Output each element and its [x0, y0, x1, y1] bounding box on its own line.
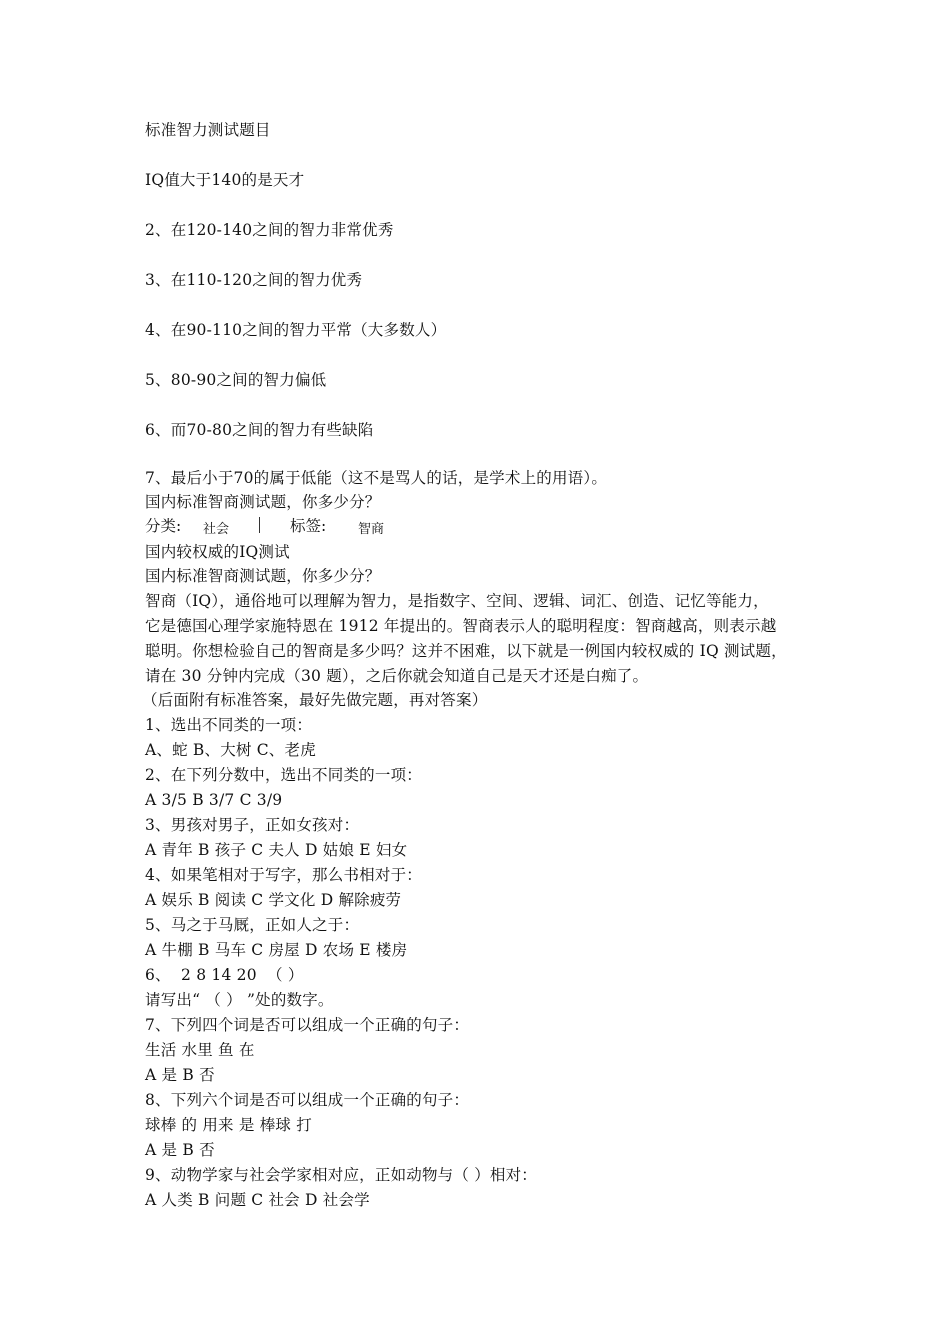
doc-title: 标准智力测试题目 — [145, 121, 271, 139]
divider — [259, 517, 260, 533]
answer-options: A、蛇 B、大树 C、老虎 — [145, 741, 316, 759]
question-line: 2、在下列分数中，选出不同类的一项： — [145, 766, 422, 784]
grade-line: IQ值大于140的是天才 — [145, 171, 305, 189]
question-line: 6、 2 8 14 20 （ ） — [145, 966, 304, 984]
question-line: 3、男孩对男子，正如女孩对： — [145, 816, 360, 834]
intro-line: 它是德国心理学家施特恩在 1912 年提出的。智商表示人的聪明程度：智商越高，则表示越 — [145, 617, 777, 635]
intro-line: 聪明。你想检验自己的智商是多少吗？这并不困难，以下就是一例国内较权威的 IQ 测试题， — [145, 642, 787, 660]
category-value[interactable]: 社会 — [203, 522, 230, 537]
grade-line: 3、在110-120之间的智力优秀 — [145, 271, 363, 289]
question-line: 4、如果笔相对于写字，那么书相对于： — [145, 866, 422, 884]
question-line: 1、选出不同类的一项： — [145, 716, 313, 734]
question-line: 5、马之于马厩，正如人之于： — [145, 916, 360, 934]
grade-line: 2、在120-140之间的智力非常优秀 — [145, 221, 394, 239]
answer-options: A 牛棚 B 马车 C 房屋 D 农场 E 楼房 — [145, 941, 408, 959]
question-line: 9、动物学家与社会学家相对应，正如动物与（ ）相对： — [145, 1166, 537, 1184]
answer-options: 球棒 的 用来 是 棒球 打 — [145, 1116, 312, 1134]
question-line: 7、下列四个词是否可以组成一个正确的句子： — [145, 1016, 470, 1034]
answer-options: A 人类 B 问题 C 社会 D 社会学 — [145, 1191, 370, 1209]
grade-line: 6、而70-80之间的智力有些缺陷 — [145, 421, 374, 439]
question-line: 8、下列六个词是否可以组成一个正确的句子： — [145, 1091, 470, 1109]
category-label: 分类: — [145, 517, 182, 535]
answer-options: A 娱乐 B 阅读 C 学文化 D 解除疲劳 — [145, 891, 402, 909]
grade-line: 7、最后小于70的属于低能（这不是骂人的话，是学术上的用语）。 — [145, 469, 608, 487]
grade-line: 5、80-90之间的智力偏低 — [145, 371, 327, 389]
answer-options: A 3/5 B 3/7 C 3/9 — [145, 791, 283, 809]
tag-label: 标签: — [290, 517, 327, 535]
answer-options: A 青年 B 孩子 C 夫人 D 姑娘 E 妇女 — [145, 841, 408, 859]
answer-options: 生活 水里 鱼 在 — [145, 1041, 255, 1059]
answer-options: A 是 B 否 — [145, 1141, 215, 1159]
intro-line: 智商（IQ），通俗地可以理解为智力，是指数字、空间、逻辑、词汇、创造、记忆等能力， — [145, 592, 769, 610]
tag-value[interactable]: 智商 — [358, 522, 385, 537]
intro-note: （后面附有标准答案，最好先做完题，再对答案） — [142, 691, 488, 709]
subtitle-2: 国内标准智商测试题，你多少分？ — [145, 567, 381, 585]
question-line: 请写出“ （ ） ”处的数字。 — [145, 991, 334, 1009]
intro-line: 请在 30 分钟内完成（30 题），之后你就会知道自己是天才还是白痴了。 — [145, 667, 649, 685]
subtitle: 国内较权威的IQ测试 — [145, 543, 290, 561]
answer-options: A 是 B 否 — [145, 1066, 215, 1084]
grade-line: 4、在90-110之间的智力平常（大多数人） — [145, 321, 447, 339]
article-title: 国内标准智商测试题，你多少分？ — [145, 493, 381, 511]
